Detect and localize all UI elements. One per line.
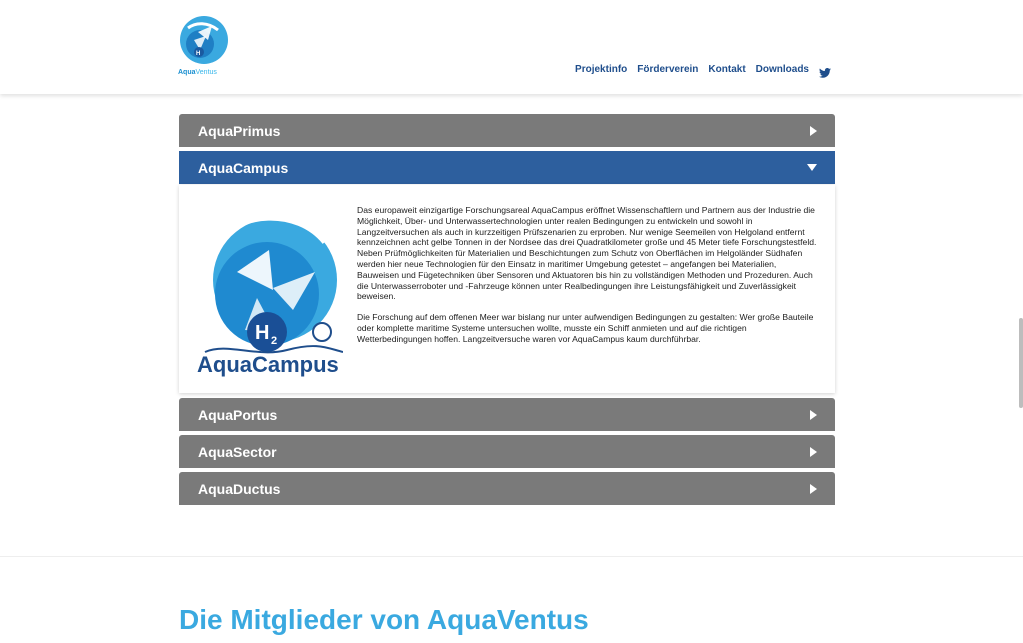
accordion-item-aquaductus[interactable] [179,472,835,505]
svg-text:H: H [196,51,201,57]
svg-text:AquaCampus: AquaCampus [197,352,339,377]
aquacampus-logo-image [197,202,343,377]
description-paragraph-2: Die Forschung auf dem offenen Meer war bislang nur unter aufwendigen Bedingungen zu gestalten: Wer große Bauteile oder komplette maritime Systeme untersuchen wollte, musste ein Schiff anmieten und auf die richtigen Wetterbedingungen hoffen. Langzeitversuche waren vor AquaCampus kaum durchführbar. [357,312,814,344]
logo-icon [178,14,230,66]
accordion-label: AquaPortus [198,406,278,423]
logo-text: AquaVentus [178,69,217,76]
aquaventus-logo[interactable] [178,14,230,80]
aquacampus-description [357,205,817,355]
section-divider [0,556,1023,557]
triangle-down-icon [807,164,817,171]
site-header [0,0,1023,94]
triangle-right-icon [810,126,817,136]
nav-downloads[interactable]: Downloads [755,64,809,75]
accordion-item-aquacampus[interactable] [179,151,835,184]
accordion-header-aquacampus[interactable] [179,151,835,184]
nav-kontakt[interactable]: Kontakt [708,64,746,75]
nav-projektinfo[interactable]: Projektinfo [575,64,628,75]
accordion-header-aquaportus[interactable] [179,398,835,431]
accordion-item-aquasector[interactable] [179,435,835,468]
triangle-right-icon [810,410,817,420]
accordion-item-aquaprimus[interactable] [179,114,835,147]
description-paragraph-1: Das europaweit einzigartige Forschungsareal AquaCampus eröffnet Wissenschaftlern und Partnern aus der Industrie die Möglichkeit, Über- und Unterwassertechnologien unter realen Bedingungen zu entwickeln und sowohl in Langzeitversuchen als auch in kurzzeitigen Prüfszenarien zu erproben. Nur wenige Seemeilen von Helgoland entfernt kennzeichnen acht gelbe Tonnen in der Nordsee das drei Quadratkilometer große und 45 Meter tiefe Forschungstestfeld. Neben Prüfmöglichkeiten für Materialien und Beschichtungen zum Schutz von Oberflächen im Helgoländer Südhafen werden hier neue Technologien für den Einsatz in maritimer Umgebung getestet – angefangen bei Materialien, Bauweisen und Fügetechniken über Sensoren und Aktuatoren bis hin zu vollständigen Methoden und Prozeduren. Auch die Unterwasserroboter und -Fahrzeuge können unter Realbedingungen ihre Leistungsfähigkeit und Zuverlässigkeit beweisen. [357,205,817,302]
twitter-icon[interactable] [819,65,831,75]
svg-text:2: 2 [271,335,278,347]
main-nav [575,64,831,75]
scrollbar[interactable] [1019,318,1023,408]
accordion-label: AquaSector [198,443,277,460]
accordion-header-aquaprimus[interactable] [179,114,835,147]
nav-foerderverein[interactable]: Förderverein [637,64,699,75]
accordion-panel-aquacampus [179,185,835,393]
accordion-header-aquaductus[interactable] [179,472,835,505]
triangle-right-icon [810,447,817,457]
triangle-right-icon [810,484,817,494]
accordion-label: AquaCampus [198,159,289,176]
svg-text:H: H [255,322,270,344]
accordion-item-aquaportus[interactable] [179,398,835,431]
accordion-label: AquaDuctus [198,480,281,497]
accordion-header-aquasector[interactable] [179,435,835,468]
members-section-title: Die Mitglieder von AquaVentus [179,604,589,635]
accordion-label: AquaPrimus [198,122,281,139]
